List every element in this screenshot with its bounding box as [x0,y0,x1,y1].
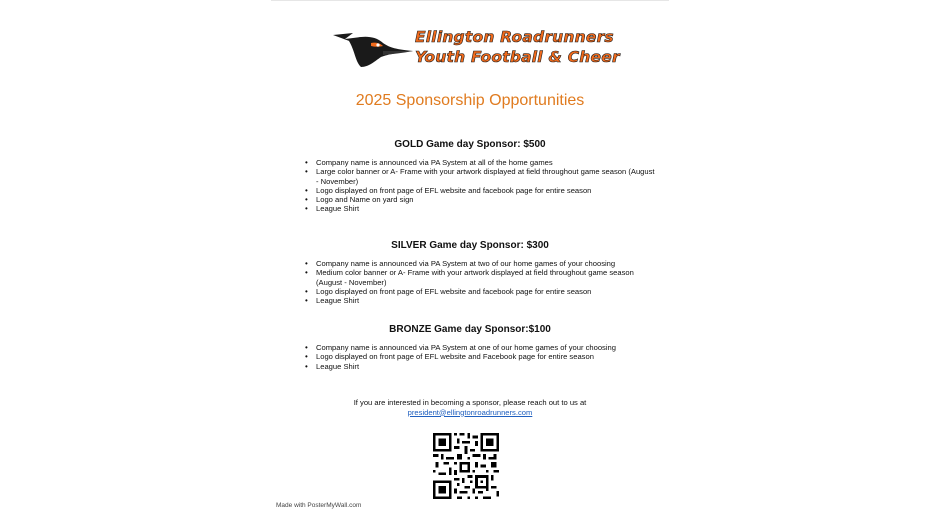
list-item: • Logo and Name on yard sign [305,195,657,204]
gold-benefits-list [305,158,657,214]
list-item: • League Shirt [305,296,657,305]
list-item: • Medium color banner or A- Frame with your artwork displayed at field throughout game season (August - November) [305,268,657,287]
poster-page [271,0,669,517]
bronze-benefits-list [305,343,657,371]
silver-benefits-list [305,259,657,305]
logo-line-2: Youth Football & Cheer [415,48,620,66]
gold-sponsor-heading: GOLD Game day Sponsor: $500 [394,139,546,150]
qr-code-icon [433,433,499,499]
contact-block [271,398,669,417]
list-item: • Logo displayed on front page of EFL website and facebook page for entire season [305,186,657,195]
club-logo-text [415,27,620,67]
list-item: • Company name is announced via PA System at all of the home games [305,158,657,167]
list-item: • League Shirt [305,204,657,213]
footer-credit: Made with PosterMyWall.com [276,502,362,509]
contact-text: If you are interested in becoming a sponsor, please reach out to us at [353,398,587,407]
contact-email-link[interactable]: president@ellingtonroadrunners.com [407,407,533,417]
list-item: • Logo displayed on front page of EFL website and facebook page for entire season [305,287,657,296]
logo-line-1: Ellington Roadrunners [415,28,614,46]
club-logo [331,27,621,71]
list-item: • Company name is announced via PA System at two of our home games of your choosing [305,259,657,268]
page-title: 2025 Sponsorship Opportunities [355,92,585,109]
list-item: • Company name is announced via PA System at one of our home games of your choosing [305,343,657,352]
list-item: • Logo displayed on front page of EFL website and Facebook page for entire season [305,352,657,361]
roadrunner-head-icon [331,27,415,71]
silver-sponsor-heading: SILVER Game day Sponsor: $300 [391,240,549,251]
list-item: • League Shirt [305,362,657,371]
list-item: • Large color banner or A- Frame with your artwork displayed at field throughout game season (August - November) [305,167,657,186]
bronze-sponsor-heading: BRONZE Game day Sponsor:$100 [389,324,551,335]
